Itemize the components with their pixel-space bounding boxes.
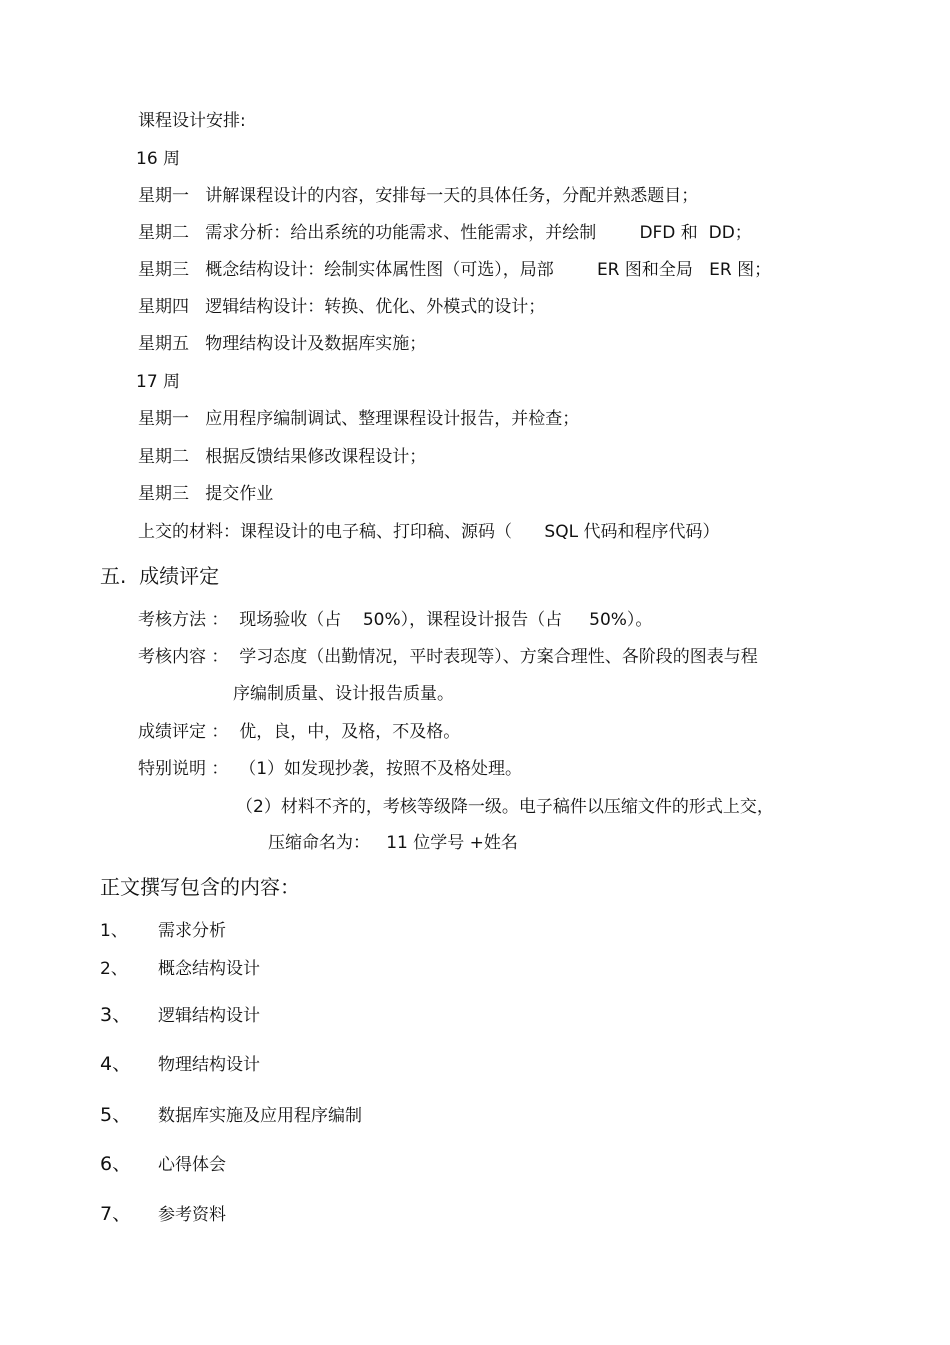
contents-item <box>100 958 260 980</box>
contents-item <box>100 1153 226 1176</box>
special-note-3: 压缩命名为： 11 位学号 +姓名 <box>268 833 518 853</box>
item-number: 7、 <box>100 1203 132 1225</box>
week-17-label: 17 周 <box>136 372 181 392</box>
item-text: 需求分析 <box>158 921 226 941</box>
item-text: 逻辑结构设计 <box>158 1006 260 1026</box>
week16-monday: 星期一 讲解课程设计的内容，安排每一天的具体任务，分配并熟悉题目； <box>138 186 699 206</box>
week16-tuesday: 星期二 需求分析：给出系统的功能需求、性能需求，并绘制 DFD 和 DD； <box>138 223 752 243</box>
item-number: 4、 <box>100 1053 132 1075</box>
item-text: 物理结构设计 <box>158 1055 260 1075</box>
item-text: 概念结构设计 <box>158 959 260 979</box>
week17-monday: 星期一 应用程序编制调试、整理课程设计报告，并检查； <box>138 409 580 429</box>
week-16-label: 16 周 <box>136 149 181 169</box>
item-text: 数据库实施及应用程序编制 <box>158 1106 362 1126</box>
item-number: 6、 <box>100 1153 132 1175</box>
week17-wednesday: 星期三 提交作业 <box>138 484 274 504</box>
item-text: 心得体会 <box>158 1155 226 1175</box>
contents-item <box>100 1053 260 1076</box>
grading-method: 考核方法 ： 现场验收（占 50%），课程设计报告（占 50%）。 <box>138 610 653 630</box>
grading-content-line1: 考核内容 ： 学习态度（出勤情况，平时表现等）、方案合理性、各阶段的图表与程 <box>138 647 758 667</box>
grading-heading: 五. 成绩评定 <box>100 564 220 588</box>
item-number: 3、 <box>100 1004 132 1026</box>
week16-thursday: 星期四 逻辑结构设计：转换、优化、外模式的设计； <box>138 297 546 317</box>
contents-item <box>100 920 226 942</box>
contents-item <box>100 1004 260 1027</box>
item-number: 1、 <box>100 921 128 941</box>
schedule-heading: 课程设计安排: <box>138 111 246 131</box>
grading-content-line2: 序编制质量、设计报告质量。 <box>233 684 454 704</box>
materials-line: 上交的材料：课程设计的电子稿、打印稿、源码（ SQL 代码和程序代码） <box>138 522 720 542</box>
special-note-1: 特别说明 ： （1）如发现抄袭，按照不及格处理。 <box>138 759 523 779</box>
contents-item <box>100 1203 226 1226</box>
item-number: 5、 <box>100 1104 132 1126</box>
grading-levels: 成绩评定 ： 优，良，中，及格，不及格。 <box>138 722 461 742</box>
item-number: 2、 <box>100 959 128 979</box>
week16-wednesday: 星期三 概念结构设计：绘制实体属性图（可选），局部 ER 图和全局 ER 图； <box>138 260 772 280</box>
week17-tuesday: 星期二 根据反馈结果修改课程设计； <box>138 447 427 467</box>
week16-friday: 星期五 物理结构设计及数据库实施； <box>138 334 427 354</box>
body-contents-heading: 正文撰写包含的内容： <box>100 875 300 899</box>
item-text: 参考资料 <box>158 1205 226 1225</box>
special-note-2: （2）材料不齐的，考核等级降一级。电子稿件以压缩文件的形式上交， <box>236 797 774 817</box>
contents-item <box>100 1104 362 1127</box>
